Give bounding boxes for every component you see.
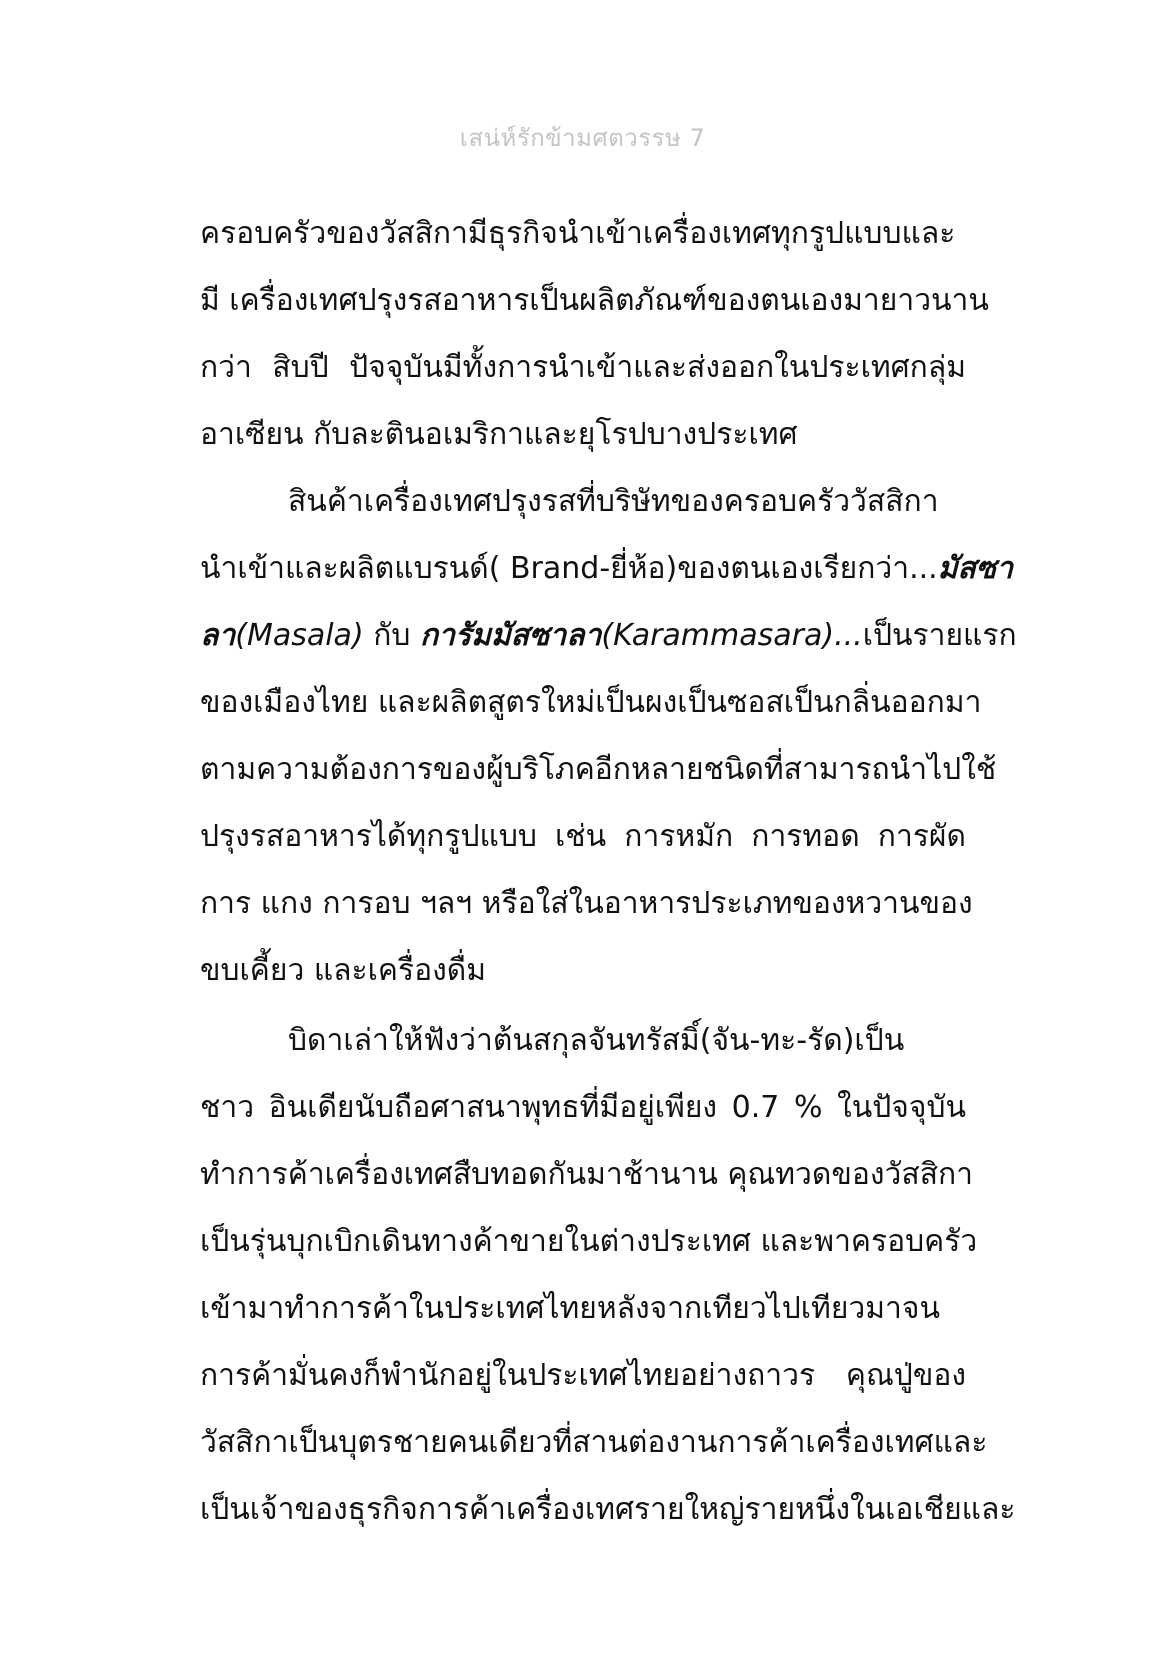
paragraph-1-line-3: กว่า สิบปี ปัจจุบันมีทั้งการนำเข้าและส่งออกในประเทศกลุ่ม	[200, 350, 966, 385]
paragraph-3-line-4: เป็นรุ่นบุกเบิกเดินทางค้าขายในต่างประเทศ และพาครอบครัว	[200, 1224, 978, 1259]
product-name-masala-part-1: มัสซา	[937, 551, 1014, 586]
paragraph-3-line-3: ทำการค้าเครื่องเทศสืบทอดกันมาช้านาน คุณทวดของวัสสิกา	[200, 1157, 974, 1192]
paragraph-1-line-2: มี เครื่องเทศปรุงรสอาหารเป็นผลิตภัณฑ์ของตนเองมายาวนาน	[200, 283, 989, 318]
paragraph-2-line-1: สินค้าเครื่องเทศปรุงรสที่บริษัทของครอบครัววัสสิกา	[288, 484, 939, 519]
paragraph-2-line-3-tail: เป็นรายแรก	[862, 618, 1017, 653]
paragraph-1-line-4: อาเซียน กับละตินอเมริกาและยุโรปบางประเทศ	[200, 417, 798, 452]
paragraph-2-line-4: ของเมืองไทย และผลิตสูตรใหม่เป็นผงเป็นซอสเป็นกลิ่นออกมา	[200, 685, 982, 720]
paragraph-2-line-2-text: นำเข้าและผลิตแบรนด์( Brand-ยี่ห้อ)ของตนเองเรียกว่า...	[200, 551, 938, 586]
running-header: เสน่ห์รักข้ามศตวรรษ 7	[459, 124, 706, 152]
paragraph-3-line-6: การค้ามั่นคงก็พำนักอยู่ในประเทศไทยอย่างถาวร คุณปู่ของ	[200, 1358, 966, 1393]
product-name-masala-latin: (Masala)	[235, 618, 364, 653]
paragraph-2-line-6: ปรุงรสอาหารได้ทุกรูปแบบ เช่น การหมัก การทอด การผัด	[200, 819, 966, 854]
paragraph-3-line-7: วัสสิกาเป็นบุตรชายคนเดียวที่สานต่องานการค้าเครื่องเทศและ	[200, 1425, 988, 1460]
paragraph-3-line-5: เข้ามาทำการค้าในประเทศไทยหลังจากเทียวไปเทียวมาจน	[200, 1291, 940, 1326]
paragraph-2-line-3	[200, 602, 1017, 669]
body-text	[200, 200, 1017, 1543]
paragraph-2-line-5: ตามความต้องการของผู้บริโภคอีกหลายชนิดที่สามารถนำไปใช้	[200, 752, 997, 787]
paragraph-3-line-2: ชาว อินเดียนับถือศาสนาพุทธที่มีอยู่เพียง 0.7 % ในปัจจุบัน	[200, 1090, 966, 1125]
paragraph-1-line-1: ครอบครัวของวัสสิกามีธุรกิจนำเข้าเครื่องเทศทุกรูปแบบและ	[200, 216, 956, 251]
paragraph-2-line-8: ขบเคี้ยว และเครื่องดื่ม	[200, 953, 487, 988]
paragraph-3-line-1: บิดาเล่าให้ฟังว่าต้นสกุลจันทรัสมิ์(จัน-ทะ-รัด)เป็น	[288, 1023, 905, 1058]
paragraph-2-line-7: การ แกง การอบ ฯลฯ หรือใส่ในอาหารประเภทของหวานของ	[200, 886, 973, 921]
product-name-garam-masala-latin: (Karammasara)...	[601, 618, 863, 653]
product-name-masala-part-2: ลา	[200, 618, 236, 653]
paragraph-3-line-8: เป็นเจ้าของธุรกิจการค้าเครื่องเทศรายใหญ่รายหนึ่งในเอเชียและ	[200, 1492, 1016, 1527]
conjunction-text: กับ	[373, 618, 411, 653]
paragraph-2-line-2	[200, 535, 1014, 602]
product-name-garam-masala: การัมมัสซาลา	[419, 618, 602, 653]
